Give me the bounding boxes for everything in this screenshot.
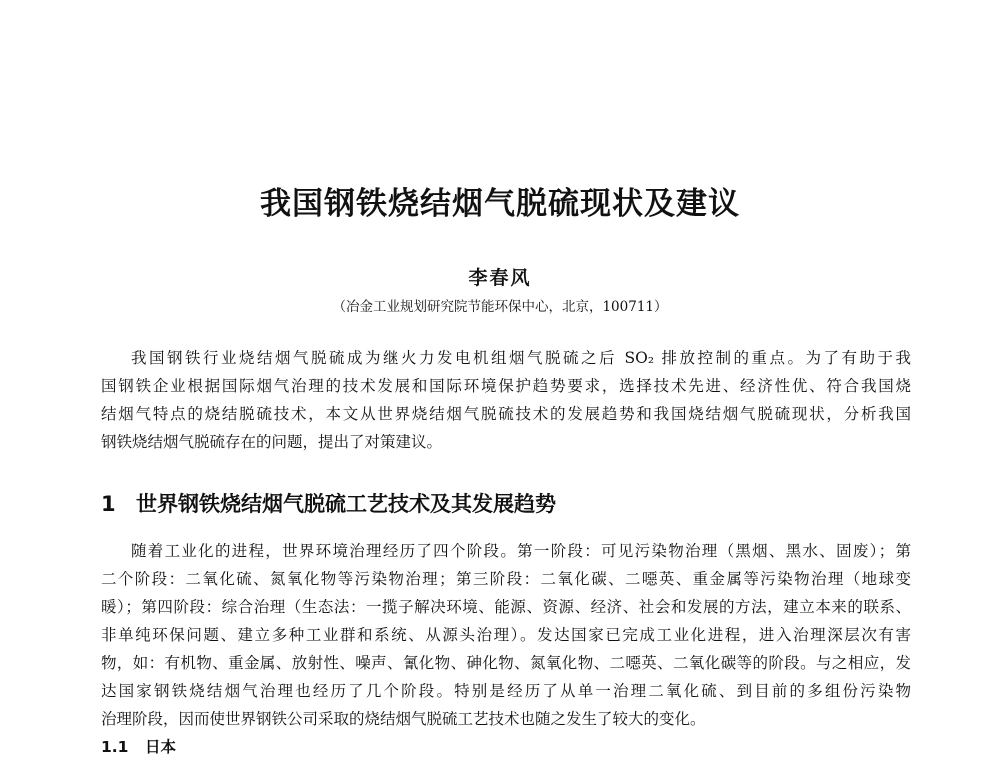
section-number: 1 xyxy=(101,492,116,516)
body-line: 二个阶段：二氧化硫、氮氧化物等污染物治理；第三阶段：二氧化碳、二噁英、重金属等污染物治理（地球变 xyxy=(101,570,911,588)
body-line: 暖）；第四阶段：综合治理（生态法：一揽子解决环境、能源、资源、经济、社会和发展的方法，建立本来的联系、 xyxy=(101,598,911,616)
abstract-line: 钢铁烧结烟气脱硫存在的问题，提出了对策建议。 xyxy=(101,433,443,451)
section-heading xyxy=(101,488,556,518)
author-name: 李春风 xyxy=(468,267,532,289)
body-line: 随着工业化的进程，世界环境治理经历了四个阶段。第一阶段：可见污染物治理（黑烟、黑水、固废）；第 xyxy=(131,542,911,560)
section-title: 世界钢铁烧结烟气脱硫工艺技术及其发展趋势 xyxy=(136,492,556,516)
body-line: 非单纯环保问题、建立多种工业群和系统、从源头治理）。发达国家已完成工业化进程，进入治理深层次有害 xyxy=(101,626,911,644)
abstract-line: 国钢铁企业根据国际烟气治理的技术发展和国际环境保护趋势要求，选择技术先进、经济性优、符合我国烧 xyxy=(101,377,911,395)
paper-title: 我国钢铁烧结烟气脱硫现状及建议 xyxy=(260,186,740,222)
body-line: 物，如：有机物、重金属、放射性、噪声、氰化物、砷化物、氮氧化物、二噁英、二氧化碳等的阶段。与之相应，发 xyxy=(101,654,911,672)
body-line: 治理阶段，因而使世界钢铁公司采取的烧结烟气脱硫工艺技术也随之发生了较大的变化。 xyxy=(101,710,706,728)
subsection-title: 日本 xyxy=(145,738,177,756)
abstract-line: 结烟气特点的烧结脱硫技术，本文从世界烧结烟气脱硫技术的发展趋势和我国烧结烟气脱硫现状，分析我国 xyxy=(101,405,911,423)
subsection-number: 1.1 xyxy=(101,738,129,756)
abstract-line: 我国钢铁行业烧结烟气脱硫成为继火力发电机组烟气脱硫之后 SO₂ 排放控制的重点。为了有助于我 xyxy=(131,349,911,367)
subsection-heading xyxy=(101,735,176,757)
author-affiliation: （冶金工业规划研究院节能环保中心，北京，100711） xyxy=(332,299,668,315)
body-line: 达国家钢铁烧结烟气治理也经历了几个阶段。特别是经历了从单一治理二氧化硫、到目前的多组份污染物 xyxy=(101,682,911,700)
